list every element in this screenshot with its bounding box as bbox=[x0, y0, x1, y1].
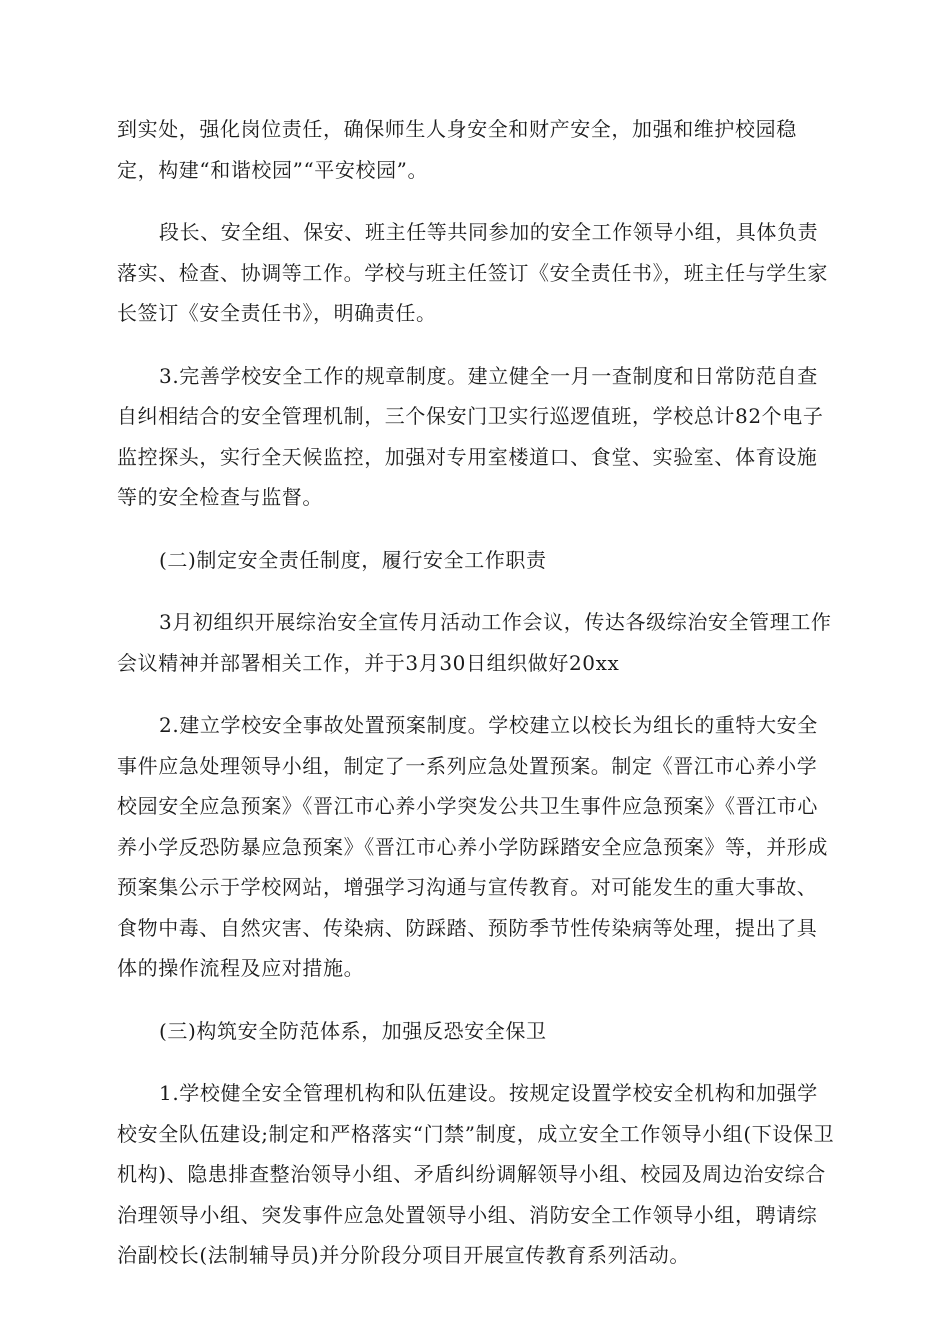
paragraph-march-meeting: 3月初组织开展综治安全宣传月活动工作会议，传达各级综治安全管理工作会议精神并部署相关工作，并于3月30日组织做好20xx bbox=[117, 610, 832, 675]
paragraph-leadership-group: 段长、安全组、保安、班主任等共同参加的安全工作领导小组，具体负责落实、检查、协调等工作。学校与班主任签订《安全责任书》，班主任与学生家长签订《安全责任书》，明确责任。 bbox=[117, 220, 828, 325]
paragraph-emergency-plans: 2.建立学校安全事故处置预案制度。学校建立以校长为组长的重特大安全事件应急处理领导小组，制定了一系列应急处置预案。制定《晋江市心养小学校园安全应急预案》《晋江市心养小学突发公共卫生事件应急预案》《晋江市心养小学反恐防暴应急预案》《晋江市心养小学防踩踏安全应急预案》等，并形成预案集公示于学校网站，增强学习沟通与宣传教育。对可能发生的重大事故、食物中毒、自然灾害、传染病、防踩踏、预防季节性传染病等处理，提出了具体的操作流程及应对措施。 bbox=[117, 713, 828, 980]
paragraph-security-organization: 1.学校健全安全管理机构和队伍建设。按规定设置学校安全机构和加强学校安全队伍建设;制定和严格落实“门禁”制度，成立安全工作领导小组(下设保卫机构)、隐患排查整治领导小组、矛盾纠纷调解领导小组、校园及周边治安综合治理领导小组、突发事件应急处置领导小组、消防安全工作领导小组，聘请综治副校长(法制辅导员)并分阶段分项目开展宣传教育系列活动。 bbox=[117, 1081, 835, 1267]
section-heading-three: (三)构筑安全防范体系，加强反恐安全保卫 bbox=[159, 1018, 547, 1043]
section-heading-two: (二)制定安全责任制度，履行安全工作职责 bbox=[159, 547, 547, 572]
document-body bbox=[117, 109, 837, 1298]
paragraph-continuation: 到实处，强化岗位责任，确保师生人身安全和财产安全，加强和维护校园稳定，构建“和谐校园”“平安校园”。 bbox=[117, 117, 797, 182]
paragraph-rules-system: 3.完善学校安全工作的规章制度。建立健全一月一查制度和日常防范自查自纠相结合的安全管理机制，三个保安门卫实行巡逻值班，学校总计82个电子监控探头，实行全天候监控，加强对专用室楼道口、食堂、实验室、体育设施等的安全检查与监督。 bbox=[117, 363, 824, 509]
